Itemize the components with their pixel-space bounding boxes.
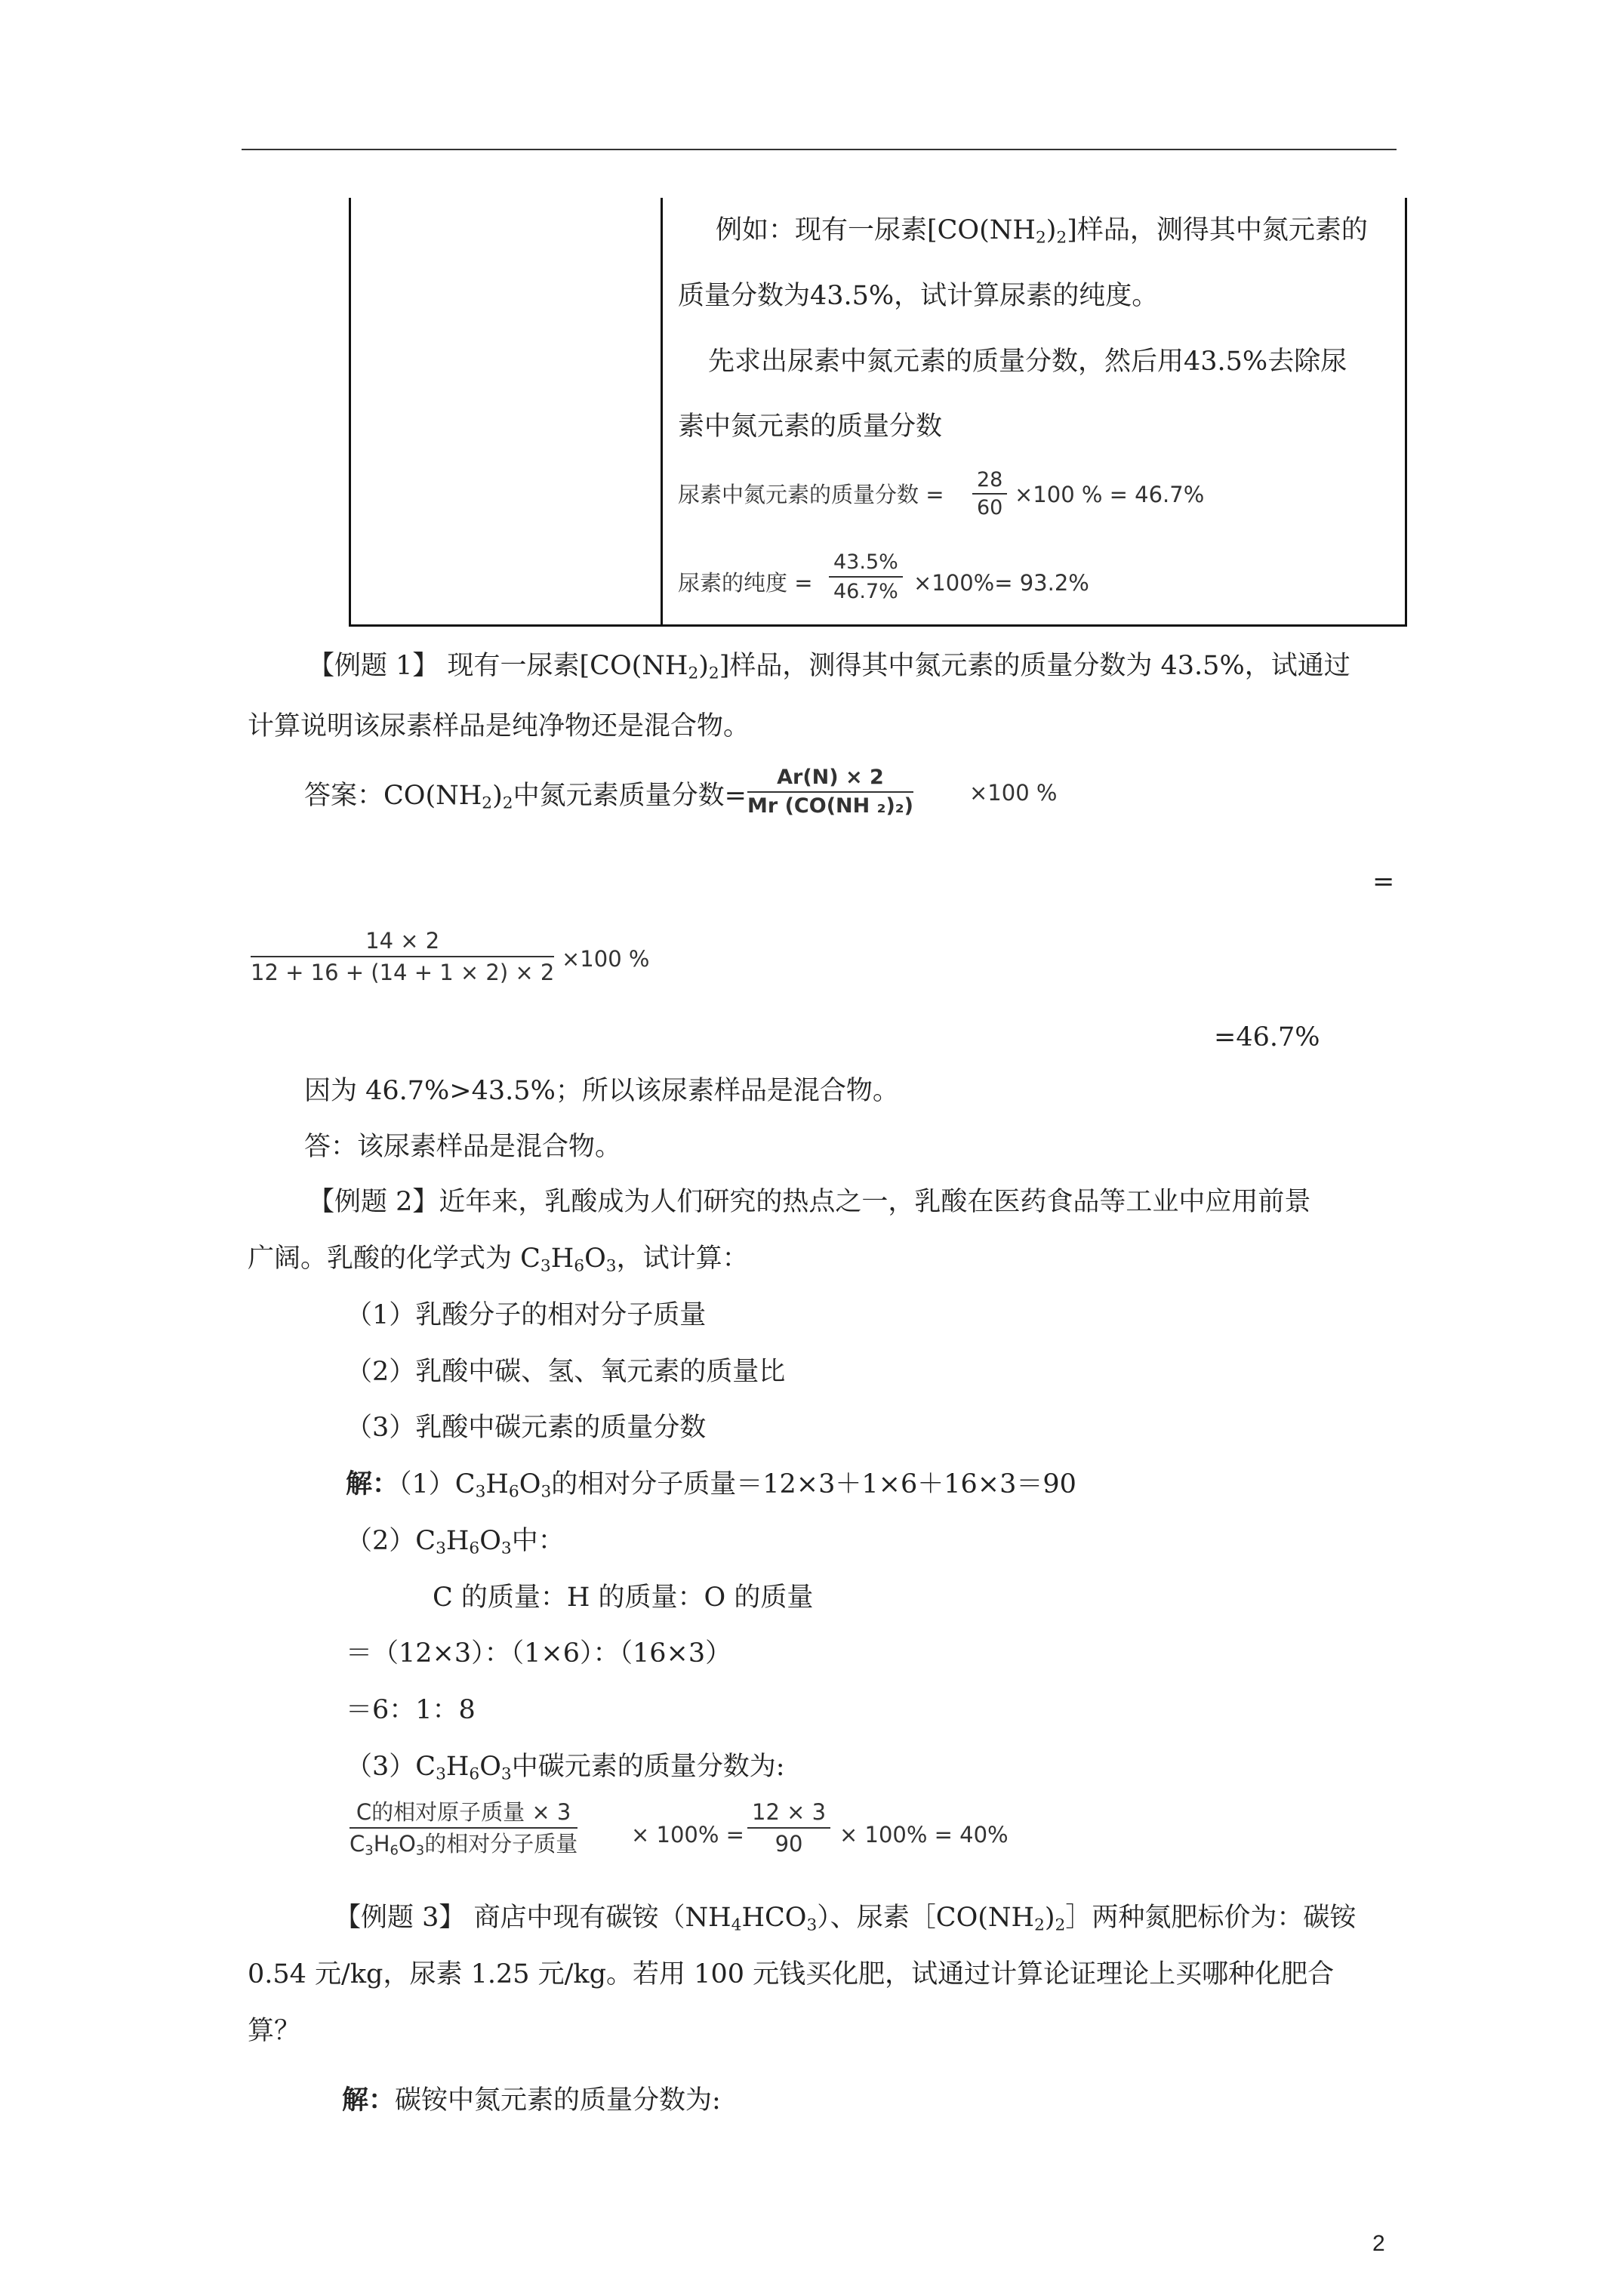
solution-label: 解： [342,2085,396,2116]
example1-line1: 【例题 1】 现有一尿素$[CO(NH_2)_2]$样品，测得其中氮元素的质量分数为 43.5%，试通过 [308,651,1350,683]
example2-solution1: 解：$(1)C_3H_6O_3$的相对分子质量＝12×3＋1×6＋16×3＝90 [346,1469,1076,1502]
page-number: 2 [1372,2231,1385,2256]
example1-equals: = [1372,867,1395,897]
example2-formula-fraction1 [350,1798,577,1857]
example2-solution3: $(3)C_3H_6O_3$中碳元素的质量分数为: [346,1752,785,1784]
table-divider [661,198,663,627]
example1-answer: 答案：$CO(NH_2)_2$中氮元素质量分数= [304,781,747,813]
example2-ratio-result: ＝6：1：8 [346,1695,476,1725]
example2-formula-tail: × 100% = 40% [839,1822,1009,1848]
example2-line1: 【例题 2】近年来，乳酸成为人们研究的热点之一，乳酸在医药食品等工业中应用前景 [308,1187,1311,1217]
example2-ratio-line: ＝（12×3）：（1×6）：（16×3） [346,1638,732,1669]
example1-conclusion: 答：该尿素样品是混合物。 [304,1132,622,1162]
fraction-denominator: 60 [977,496,1003,519]
table-formula1-label: 尿素中氮元素的质量分数 = [678,482,944,507]
example2-ratio-header: C 的质量：H 的质量：O 的质量 [433,1583,814,1613]
fraction-numerator: 28 [972,468,1007,495]
example2-solution2: $(2)C_3H_6O_3$中： [346,1526,565,1558]
example2-question3: （3）乳酸中碳元素的质量分数 [346,1413,707,1443]
header-rule [242,149,1397,150]
example1-because: 因为 46.7%>43.5%；所以该尿素样品是混合物。 [304,1076,899,1106]
fraction-denominator: 12 + 16 + (14 + 1 × 2) × 2 [251,960,555,985]
fraction-numerator: 14 × 2 [251,927,554,957]
example1-result: =46.7% [1214,1022,1320,1052]
example1-fraction [747,766,913,818]
table-example-line1: 例如：现有一尿素$[CO(NH_2)_2]$样品，测得其中氮元素的 [716,215,1368,248]
example1-fraction-tail: ×100 % [969,780,1058,806]
table-formula2-tail: ×100%= 93.2% [913,570,1089,596]
example2-question1: （1）乳酸分子的相对分子质量 [346,1300,707,1330]
fraction-numerator: 43.5% [829,550,903,578]
example3-line1: 【例题 3】 商店中现有碳铵$(NH_4HCO_3)$、尿素$[CO(NH_2)_2]$两种氮肥标价为：碳铵 [334,1903,1357,1935]
example3-line2: 0.54 元/kg，尿素 1.25 元/kg。若用 100 元钱买化肥，试通过计算论证理论上买哪种化肥合 [248,1959,1335,1989]
example2-formula-mid: × 100% = [631,1822,744,1848]
example3-solution: 解：碳铵中氮元素的质量分数为: [342,2085,721,2116]
fraction-denominator: $C_3H_6O_3$的相对分子质量 [350,1831,578,1859]
fraction-denominator: Mr (CO(NH ₂)₂) [747,794,913,818]
fraction-numerator: C的相对原子质量 × 3 [350,1798,577,1829]
table-method-line2: 素中氮元素的质量分数 [678,411,943,442]
example1-big-fraction-tail: ×100 % [562,946,650,972]
solution-label: 解： [346,1469,399,1499]
example2-formula-fraction2 [747,1798,830,1857]
example2-question2: （2）乳酸中碳、氢、氧元素的质量比 [346,1357,786,1387]
fraction-denominator: 46.7% [833,580,898,603]
example3-line3: 算？ [248,2016,301,2046]
table-method-line1: 先求出尿素中氮元素的质量分数，然后用43.5%去除尿 [708,347,1347,377]
example2-line2: 广阔。乳酸的化学式为 $C_3H_6O_3$，试计算： [248,1244,749,1276]
example1-line2: 计算说明该尿素样品是纯净物还是混合物。 [248,711,750,741]
table-example-line2: 质量分数为43.5%，试计算尿素的纯度。 [678,281,1159,311]
table-formula1-tail: ×100 % = 46.7% [1015,482,1205,507]
fraction-numerator: 12 × 3 [747,1798,830,1829]
table-formula2-fraction [829,550,903,604]
table-formula1-fraction [972,468,1007,519]
example1-big-fraction [251,927,554,986]
fraction-numerator: Ar(N) × 2 [747,766,913,793]
table-formula2-label: 尿素的纯度 = [678,570,813,596]
fraction-denominator: 90 [775,1831,803,1857]
